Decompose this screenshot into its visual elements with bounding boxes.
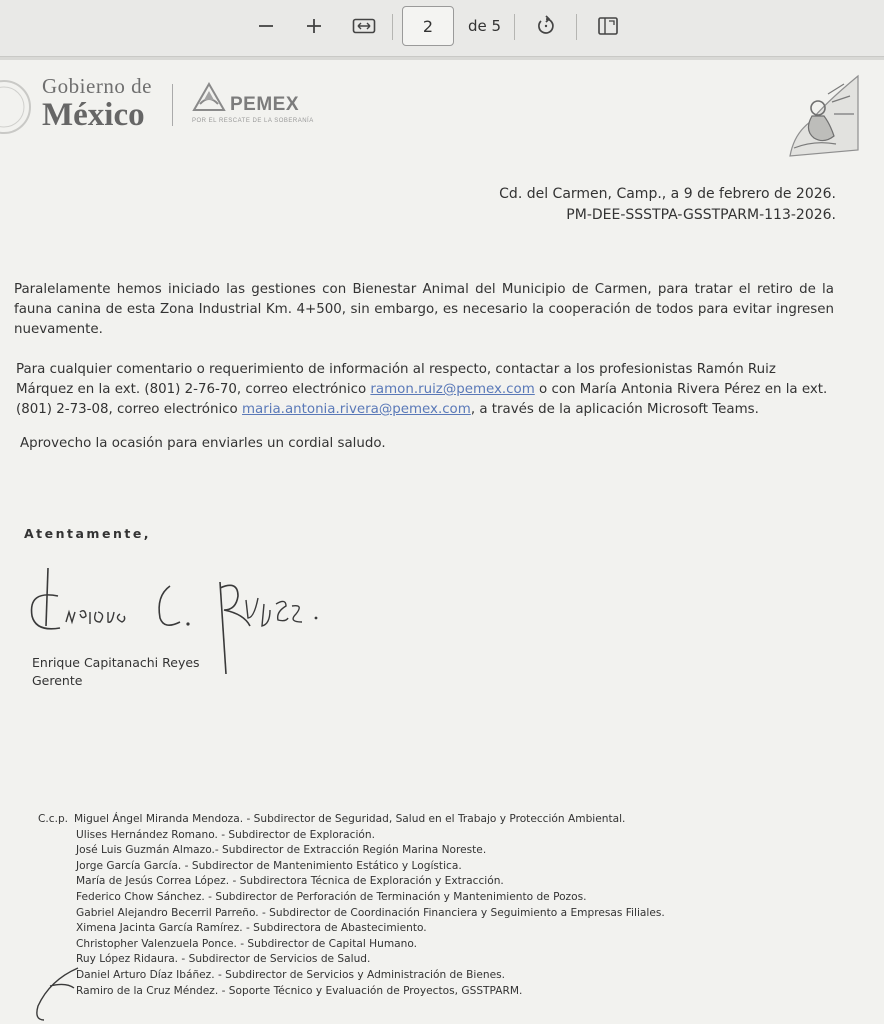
fit-width-button[interactable] <box>344 6 384 46</box>
ccp-recipient: Ximena Jacinta García Ramírez. - Subdirectora de Abastecimiento. <box>76 922 427 935</box>
ccp-recipient: Miguel Ángel Miranda Mendoza. - Subdirector de Seguridad, Salud en el Trabajo y Protección Ambiental. <box>74 813 626 825</box>
pemex-wordmark: PEMEX <box>230 94 300 115</box>
page-count-label: de 5 <box>468 17 502 35</box>
zoom-out-button[interactable] <box>246 6 286 46</box>
signer-title: Gerente <box>32 673 83 688</box>
national-emblem-icon <box>784 74 862 160</box>
initials-scribble <box>30 966 100 1024</box>
pdf-toolbar <box>0 0 884 57</box>
pdf-page <box>0 60 884 1024</box>
paragraph-contacts <box>16 360 836 420</box>
ccp-recipient: Ulises Hernández Romano. - Subdirector de Exploración. <box>76 828 375 841</box>
closing-salutation: Atentamente, <box>24 526 152 541</box>
national-seal-icon <box>0 80 34 134</box>
gobierno-logo-line2: México <box>42 97 145 133</box>
email-link-ramon[interactable]: ramon.ruiz@pemex.com <box>370 382 535 397</box>
ccp-recipient: Federico Chow Sánchez. - Subdirector de Perforación de Terminación y Mantenimiento de Pozos. <box>76 890 587 903</box>
ccp-recipient: José Luis Guzmán Almazo.- Subdirector de Extracción Región Marina Noreste. <box>76 844 487 857</box>
ccp-list <box>38 812 665 999</box>
minus-icon <box>257 17 275 35</box>
ccp-recipient: Jorge García García. - Subdirector de Mantenimiento Estático y Logística. <box>76 859 462 872</box>
email-link-maria[interactable]: maria.antonia.rivera@pemex.com <box>242 402 471 417</box>
toolbar-separator <box>392 14 393 40</box>
date-reference-block <box>499 184 836 226</box>
paragraph-fauna: Paralelamente hemos iniciado las gestiones con Bienestar Animal del Municipio de Carmen, para tratar el retiro de la fauna canina de esta Zona Industrial Km. 4+500, sin embargo, es necesario la cooperación de todos para evitar ingresen nuevamente. <box>14 282 834 337</box>
ccp-recipient: Gabriel Alejandro Becerril Parreño. - Subdirector de Coordinación Financiera y Seguimiento a Empresas Filiales. <box>76 906 665 919</box>
rotate-button[interactable] <box>526 6 566 46</box>
page-view-icon <box>597 16 619 36</box>
plus-icon <box>305 17 323 35</box>
ccp-recipient: Ramiro de la Cruz Méndez. - Soporte Técnico y Evaluación de Proyectos, GSSTPARM. <box>76 984 523 997</box>
signer-name: Enrique Capitanachi Reyes <box>32 655 200 670</box>
fit-width-icon <box>352 17 376 35</box>
contacts-text-2: o con María Antonia Rivera Pérez en la ext. (801) 2-73-08, correo electrónico <box>16 382 828 417</box>
pemex-tagline: POR EL RESCATE DE LA SOBERANÍA <box>192 118 314 124</box>
toolbar-separator <box>514 14 515 40</box>
page-number-input[interactable] <box>402 6 454 46</box>
rotate-icon <box>535 15 557 37</box>
contacts-text-1: Para cualquier comentario o requerimiento de información al respecto, contactar a los profesionistas Ramón Ruiz Márquez en la ext. (801) 2-76-70, correo electrónico <box>16 362 776 397</box>
ccp-row <box>38 812 665 828</box>
zoom-in-button[interactable] <box>294 6 334 46</box>
ccp-recipient: Daniel Arturo Díaz Ibáñez. - Subdirector de Servicios y Administración de Bienes. <box>76 968 506 981</box>
page-view-button[interactable] <box>588 6 628 46</box>
place-date: Cd. del Carmen, Camp., a 9 de febrero de 2026. <box>499 186 836 202</box>
logo-divider <box>172 84 173 126</box>
gobierno-logo-line1: Gobierno de <box>42 74 152 98</box>
document-reference: PM-DEE-SSSTPA-GSSTPARM-113-2026. <box>566 207 836 223</box>
contacts-text-3: , a través de la aplicación Microsoft Teams. <box>470 402 759 417</box>
ccp-recipient: María de Jesús Correa López. - Subdirectora Técnica de Exploración y Extracción. <box>76 875 504 888</box>
pemex-eagle-icon <box>190 82 228 114</box>
ccp-recipient: Ruy López Ridaura. - Subdirector de Servicios de Salud. <box>76 953 371 966</box>
gobierno-de-mexico-logo <box>42 76 152 132</box>
ccp-label: C.c.p. <box>38 813 69 825</box>
toolbar-separator <box>576 14 577 40</box>
paragraph-greeting: Aprovecho la ocasión para enviarles un cordial saludo. <box>20 436 386 451</box>
ccp-recipient: Christopher Valenzuela Ponce. - Subdirector de Capital Humano. <box>76 937 418 950</box>
